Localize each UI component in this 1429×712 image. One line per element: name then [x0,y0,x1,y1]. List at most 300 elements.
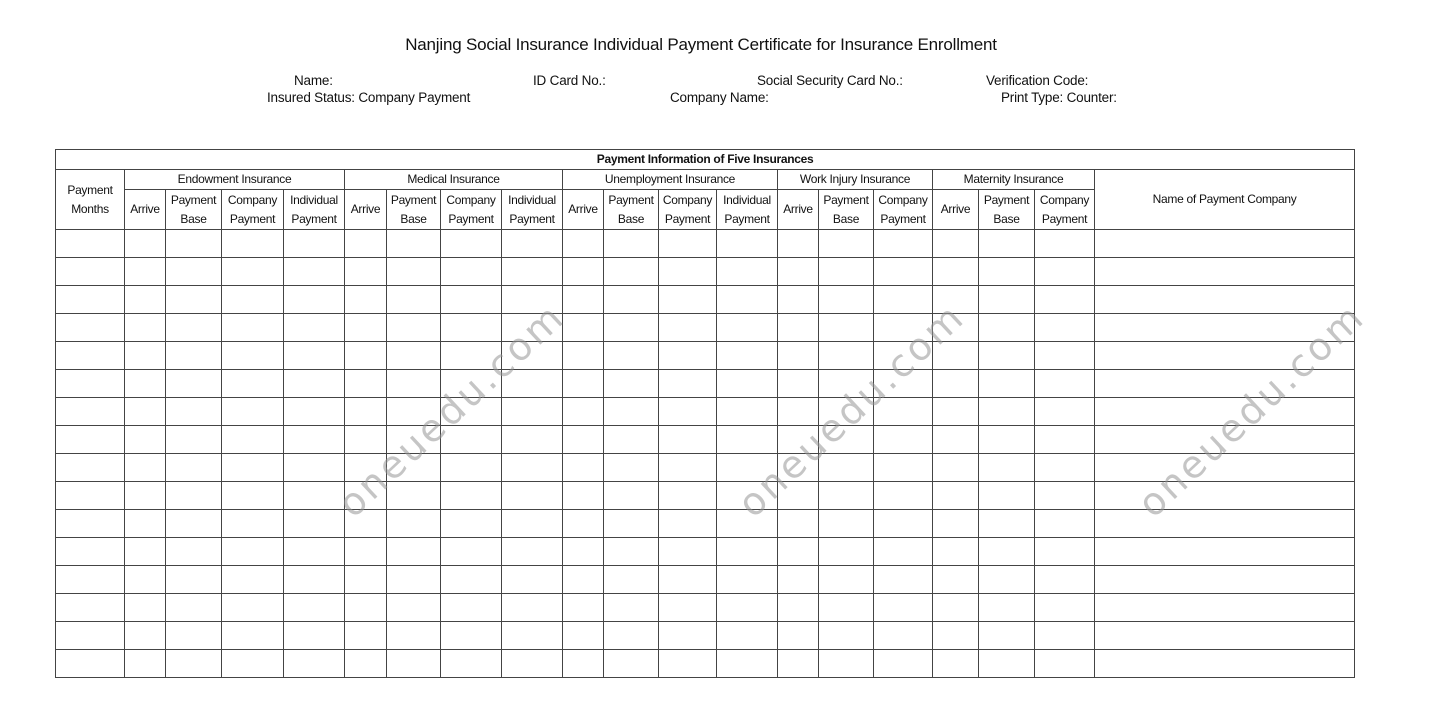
table-row [56,286,1355,314]
table-cell [345,510,387,538]
table-cell [1095,286,1355,314]
payment-months-header: Payment Months [56,170,125,230]
table-cell [56,566,125,594]
table-cell [1095,510,1355,538]
table-cell [604,286,659,314]
table-cell [717,258,778,286]
table-cell [778,398,819,426]
unemployment-individual-header: Individual Payment [717,190,778,230]
table-cell [345,286,387,314]
table-cell [166,538,222,566]
table-cell [222,314,284,342]
table-cell [563,286,604,314]
table-cell [345,594,387,622]
table-cell [874,538,933,566]
table-row [56,538,1355,566]
table-cell [56,594,125,622]
table-cell [563,622,604,650]
table-cell [222,398,284,426]
table-cell [874,510,933,538]
table-cell [1095,650,1355,678]
table-cell [933,426,979,454]
table-cell [1095,538,1355,566]
table-cell [604,482,659,510]
table-row [56,426,1355,454]
table-cell [441,286,502,314]
table-cell [778,230,819,258]
table-cell [979,594,1035,622]
table-cell [979,482,1035,510]
table-row [56,370,1355,398]
table-cell [56,454,125,482]
table-cell [345,342,387,370]
table-cell [1095,258,1355,286]
table-cell [284,454,345,482]
table-cell [604,342,659,370]
table-cell [819,342,874,370]
table-cell [502,426,563,454]
table-cell [659,482,717,510]
table-cell [125,314,166,342]
table-cell [125,258,166,286]
table-row [56,566,1355,594]
work-injury-company-header: Company Payment [874,190,933,230]
table-cell [284,622,345,650]
unemployment-base-header: Payment Base [604,190,659,230]
table-cell [717,622,778,650]
table-cell [604,622,659,650]
medical-insurance-header: Medical Insurance [345,170,563,190]
table-cell [659,230,717,258]
table-cell [387,622,441,650]
table-cell [222,650,284,678]
table-cell [933,566,979,594]
table-cell [345,622,387,650]
table-cell [222,566,284,594]
table-cell [345,370,387,398]
table-cell [659,314,717,342]
table-cell [717,398,778,426]
table-cell [778,650,819,678]
table-cell [1095,622,1355,650]
table-cell [502,538,563,566]
table-cell [166,258,222,286]
table-cell [502,510,563,538]
table-cell [717,482,778,510]
table-cell [659,286,717,314]
table-cell [284,650,345,678]
unemployment-insurance-header: Unemployment Insurance [563,170,778,190]
table-cell [933,230,979,258]
table-cell [1095,566,1355,594]
table-cell [1035,426,1095,454]
table-cell [345,566,387,594]
table-cell [502,622,563,650]
unemployment-arrive-header: Arrive [563,190,604,230]
table-cell [166,342,222,370]
table-cell [563,538,604,566]
table-cell [387,650,441,678]
table-row [56,342,1355,370]
table-cell [659,370,717,398]
table-cell [604,230,659,258]
table-cell [659,342,717,370]
table-cell [441,454,502,482]
table-cell [933,482,979,510]
table-cell [659,454,717,482]
table-cell [166,398,222,426]
table-cell [387,426,441,454]
table-cell [659,566,717,594]
work-injury-insurance-header: Work Injury Insurance [778,170,933,190]
table-cell [345,314,387,342]
table-cell [717,594,778,622]
table-cell [441,594,502,622]
table-cell [659,594,717,622]
table-cell [1035,258,1095,286]
table-row [56,258,1355,286]
table-cell [125,538,166,566]
table-cell [717,314,778,342]
endowment-insurance-header: Endowment Insurance [125,170,345,190]
table-cell [284,482,345,510]
table-cell [933,510,979,538]
table-cell [222,510,284,538]
table-cell [604,594,659,622]
table-cell [563,314,604,342]
watermark: oneuedu.com [329,294,574,526]
table-cell [56,650,125,678]
table-cell [56,314,125,342]
table-cell [387,286,441,314]
table-cell [345,454,387,482]
table-cell [502,342,563,370]
table-cell [874,426,933,454]
table-cell [441,370,502,398]
table-cell [441,258,502,286]
table-cell [819,230,874,258]
medical-arrive-header: Arrive [345,190,387,230]
table-cell [1035,314,1095,342]
table-cell [166,286,222,314]
unemployment-company-header: Company Payment [659,190,717,230]
table-cell [1035,650,1095,678]
table-cell [284,538,345,566]
company-name-label: Company Name: [670,90,769,105]
table-cell [284,594,345,622]
table-cell [166,230,222,258]
table-cell [563,566,604,594]
table-cell [819,286,874,314]
table-cell [387,314,441,342]
table-cell [387,370,441,398]
table-cell [222,342,284,370]
table-cell [1035,454,1095,482]
table-cell [979,314,1035,342]
endowment-arrive-header: Arrive [125,190,166,230]
print-type-label: Print Type: Counter: [1001,90,1117,105]
table-cell [819,370,874,398]
table-cell [717,426,778,454]
table-cell [284,510,345,538]
table-cell [933,342,979,370]
table-cell [166,650,222,678]
work-injury-base-header: Payment Base [819,190,874,230]
table-cell [604,258,659,286]
table-cell [778,622,819,650]
table-cell [933,650,979,678]
table-cell [441,538,502,566]
table-cell [222,426,284,454]
table-cell [604,454,659,482]
table-cell [563,398,604,426]
table-cell [778,342,819,370]
table-cell [222,230,284,258]
table-cell [659,622,717,650]
table-cell [387,594,441,622]
table-cell [502,594,563,622]
table-cell [819,314,874,342]
verification-code-label: Verification Code: [986,73,1089,88]
table-cell [1095,454,1355,482]
table-cell [604,510,659,538]
table-cell [819,566,874,594]
table-cell [222,258,284,286]
table-cell [717,566,778,594]
table-cell [874,398,933,426]
table-cell [166,566,222,594]
table-cell [441,314,502,342]
table-cell [604,398,659,426]
table-cell [778,258,819,286]
table-cell [1095,370,1355,398]
table-cell [717,650,778,678]
table-cell [979,258,1035,286]
table-cell [604,426,659,454]
medical-individual-header: Individual Payment [502,190,563,230]
table-cell [441,622,502,650]
table-cell [933,286,979,314]
table-cell [778,286,819,314]
maternity-base-header: Payment Base [979,190,1035,230]
ssc-label: Social Security Card No.: [757,73,903,88]
table-cell [874,342,933,370]
table-cell [979,230,1035,258]
table-cell [125,510,166,538]
table-row [56,594,1355,622]
table-cell [604,538,659,566]
table-cell [778,594,819,622]
endowment-individual-header: Individual Payment [284,190,345,230]
table-cell [979,286,1035,314]
table-cell [604,314,659,342]
table-cell [56,538,125,566]
table-cell [166,482,222,510]
table-cell [933,594,979,622]
table-cell [502,258,563,286]
table-cell [979,426,1035,454]
table-cell [819,538,874,566]
table-cell [874,622,933,650]
table-cell [56,622,125,650]
table-caption: Payment Information of Five Insurances [56,150,1355,170]
table-cell [979,538,1035,566]
table-cell [874,258,933,286]
maternity-arrive-header: Arrive [933,190,979,230]
table-row [56,454,1355,482]
table-row [56,230,1355,258]
table-cell [979,398,1035,426]
table-cell [563,482,604,510]
table-cell [717,342,778,370]
table-row [56,482,1355,510]
table-cell [1035,342,1095,370]
table-cell [563,510,604,538]
table-cell [819,426,874,454]
table-cell [284,370,345,398]
table-cell [717,286,778,314]
table-cell [933,538,979,566]
table-cell [222,370,284,398]
table-cell [56,342,125,370]
table-cell [387,454,441,482]
table-cell [1095,594,1355,622]
table-cell [387,566,441,594]
table-cell [563,258,604,286]
table-cell [778,454,819,482]
table-cell [387,398,441,426]
table-cell [659,398,717,426]
table-cell [979,566,1035,594]
table-cell [563,650,604,678]
table-cell [874,482,933,510]
table-cell [819,622,874,650]
table-cell [819,482,874,510]
table-cell [222,454,284,482]
table-row [56,622,1355,650]
table-cell [387,230,441,258]
table-cell [659,426,717,454]
document-title: Nanjing Social Insurance Individual Payment Certificate for Insurance Enrollment [405,35,997,54]
table-cell [563,342,604,370]
table-cell [125,342,166,370]
table-cell [166,510,222,538]
table-row [56,314,1355,342]
table-cell [284,398,345,426]
table-cell [1095,342,1355,370]
table-cell [819,454,874,482]
table-cell [387,342,441,370]
table-cell [563,454,604,482]
table-cell [441,230,502,258]
table-cell [502,314,563,342]
table-cell [979,510,1035,538]
table-cell [933,258,979,286]
table-cell [933,370,979,398]
table-cell [979,622,1035,650]
table-cell [819,650,874,678]
watermark: oneuedu.com [729,294,974,526]
table-cell [56,510,125,538]
table-cell [441,510,502,538]
table-cell [502,650,563,678]
table-cell [1095,398,1355,426]
table-cell [659,258,717,286]
table-cell [874,454,933,482]
table-cell [502,482,563,510]
table-cell [1095,482,1355,510]
table-cell [56,398,125,426]
table-cell [222,286,284,314]
table-cell [1035,230,1095,258]
table-cell [125,454,166,482]
table-cell [284,566,345,594]
medical-company-header: Company Payment [441,190,502,230]
payment-company-header: Name of Payment Company [1095,170,1355,230]
table-cell [125,482,166,510]
table-cell [125,622,166,650]
table-cell [1035,286,1095,314]
table-cell [563,230,604,258]
table-cell [778,566,819,594]
table-cell [345,258,387,286]
table-cell [56,482,125,510]
table-cell [717,510,778,538]
table-cell [222,538,284,566]
table-cell [819,510,874,538]
table-cell [874,286,933,314]
table-cell [56,230,125,258]
table-cell [284,286,345,314]
table-cell [819,398,874,426]
table-cell [604,566,659,594]
table-cell [284,342,345,370]
table-cell [345,482,387,510]
table-cell [979,370,1035,398]
maternity-insurance-header: Maternity Insurance [933,170,1095,190]
table-cell [874,594,933,622]
table-cell [345,538,387,566]
table-cell [874,650,933,678]
id-card-label: ID Card No.: [533,73,606,88]
table-cell [502,454,563,482]
table-cell [874,230,933,258]
table-cell [125,286,166,314]
table-cell [933,314,979,342]
table-cell [819,258,874,286]
insured-status-label: Insured Status: Company Payment [267,90,471,105]
table-cell [1035,510,1095,538]
table-cell [979,454,1035,482]
table-row [56,510,1355,538]
table-cell [387,258,441,286]
table-cell [717,230,778,258]
table-cell [659,538,717,566]
table-cell [125,398,166,426]
table-cell [441,398,502,426]
table-cell [56,286,125,314]
table-cell [1095,230,1355,258]
table-cell [563,594,604,622]
table-cell [166,594,222,622]
table-cell [441,650,502,678]
table-cell [284,258,345,286]
table-cell [717,454,778,482]
table-cell [345,230,387,258]
table-cell [166,314,222,342]
table-cell [563,426,604,454]
table-cell [441,342,502,370]
